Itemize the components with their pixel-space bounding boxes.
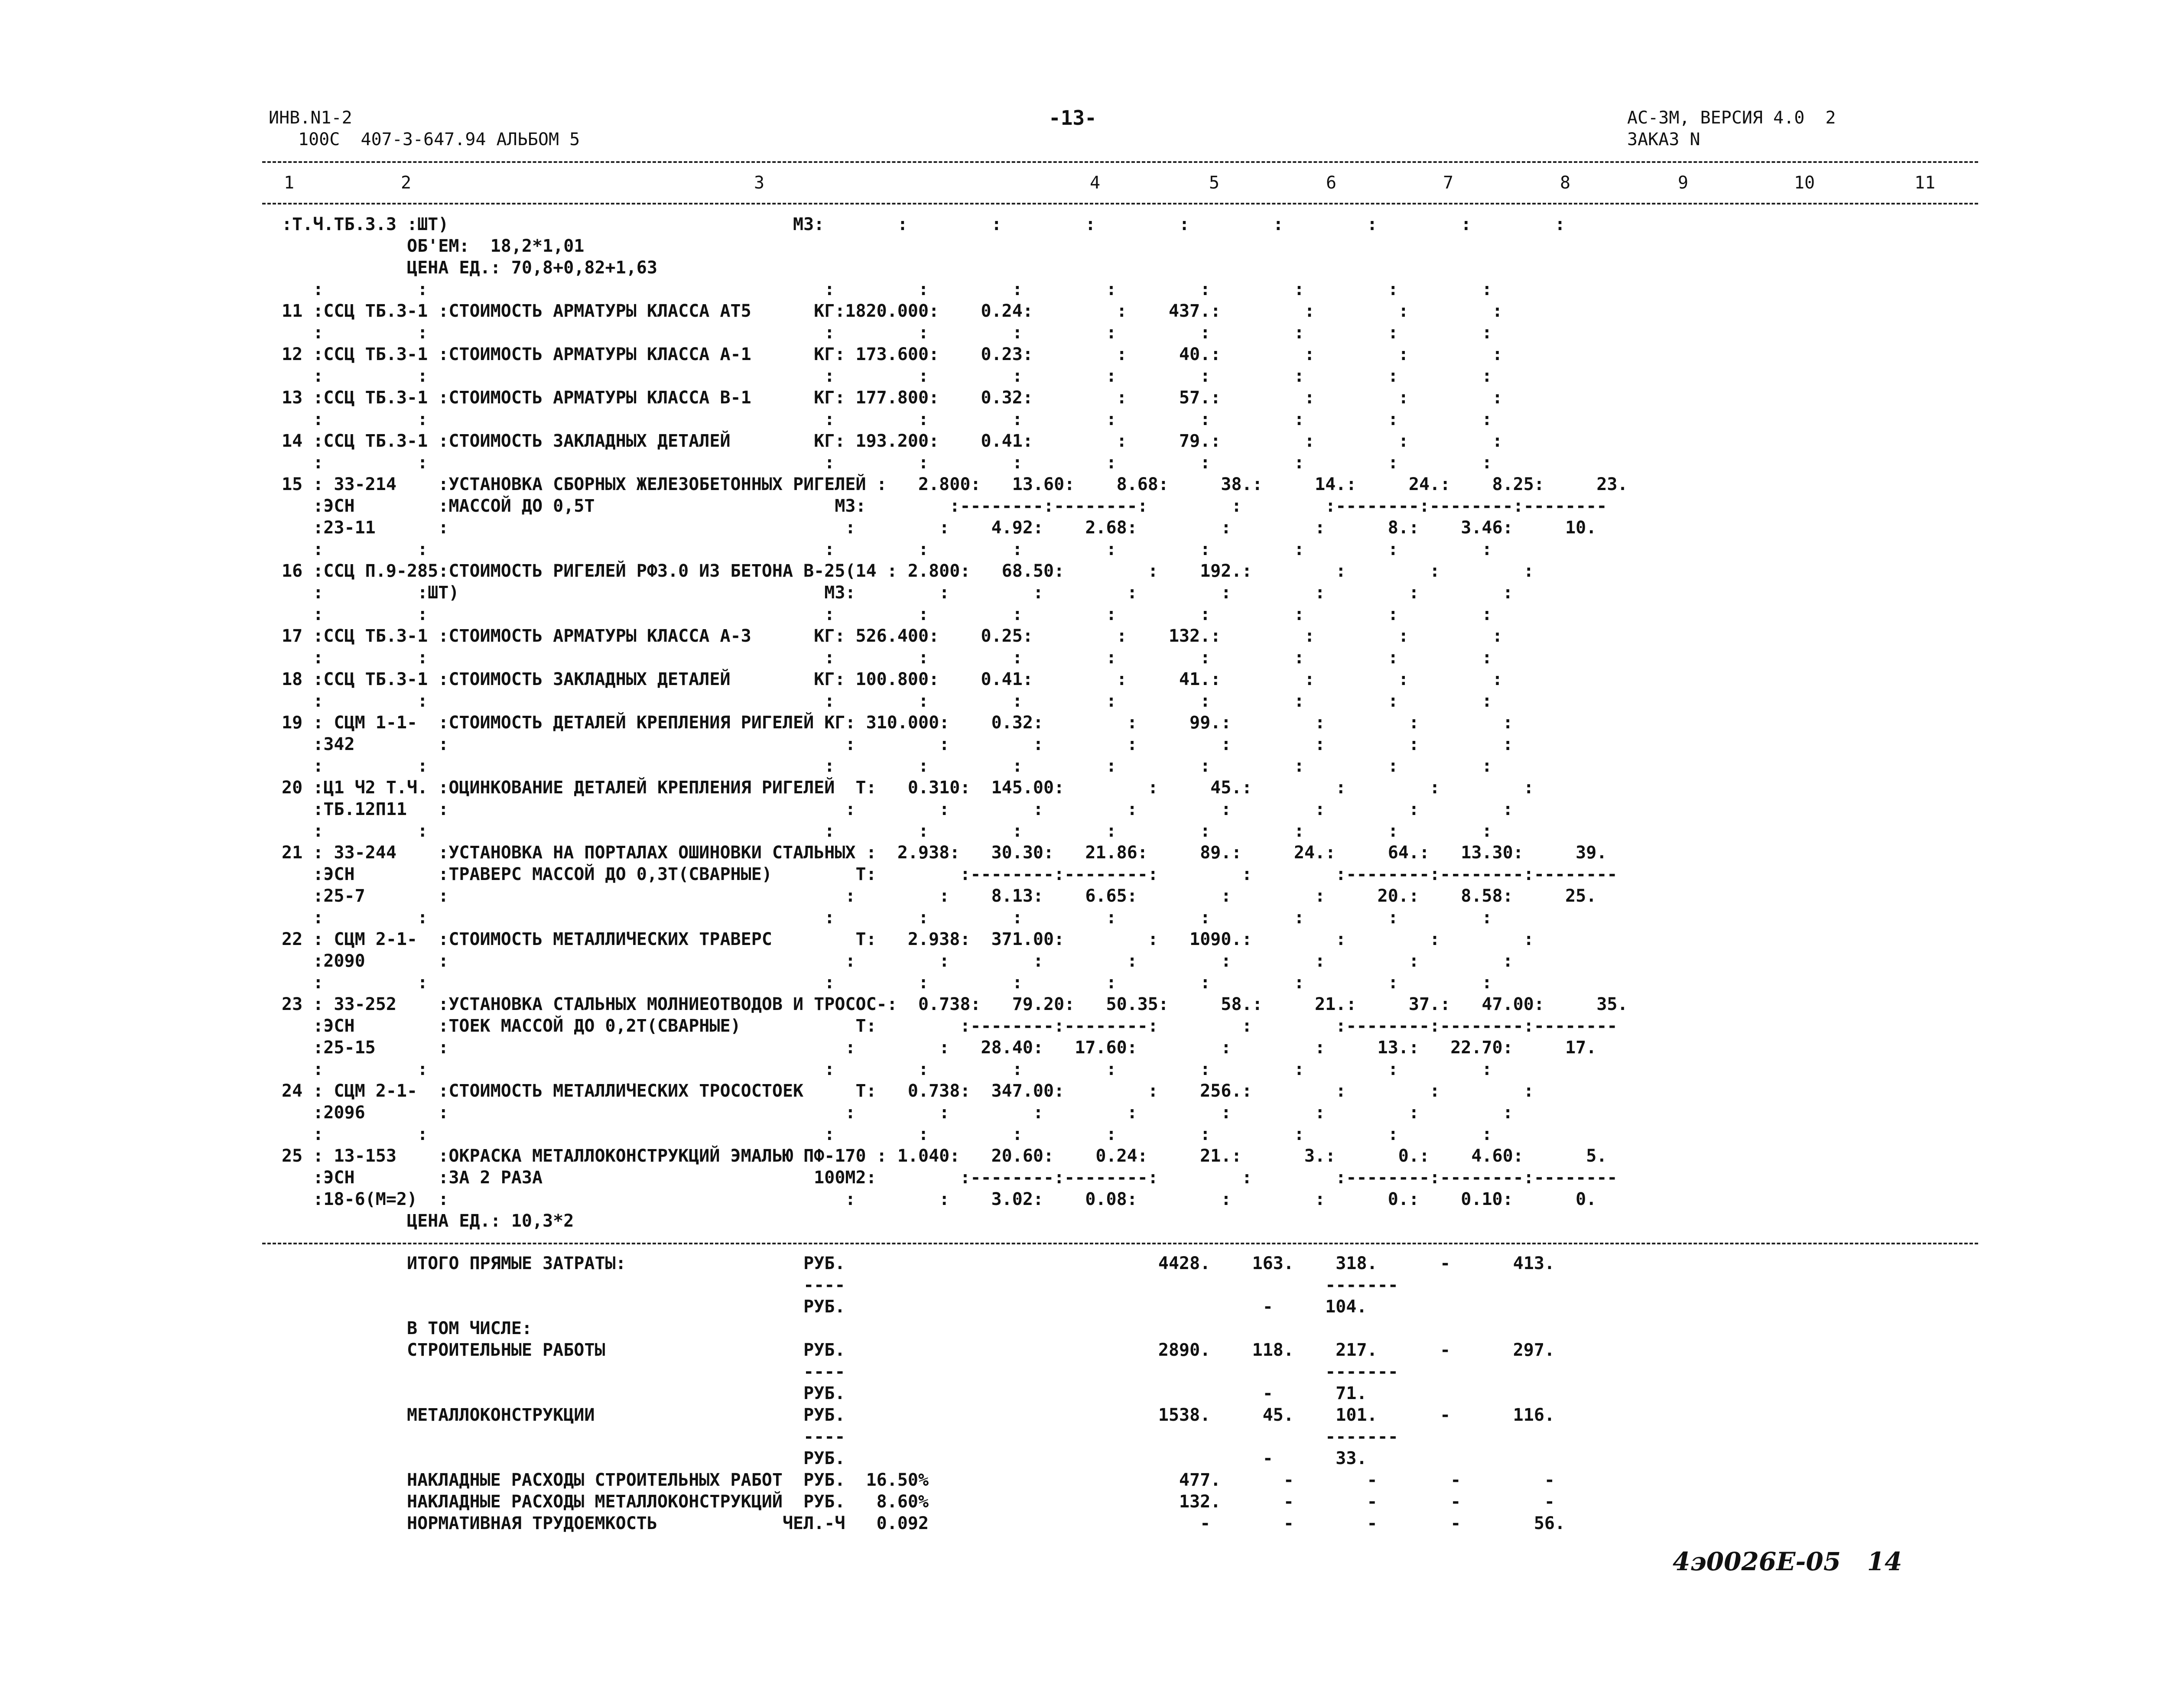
col-header-5: 5 bbox=[1209, 173, 1220, 193]
table-line: : : : : : : : : : : bbox=[282, 1059, 1492, 1079]
table-line: ОБ'ЕМ: 18,2*1,01 bbox=[282, 236, 585, 256]
table-line: : : : : : : : : : : bbox=[282, 1124, 1492, 1144]
table-line: :18-6(М=2) : : : 3.02: 0.08: : : 0.: 0.10: 0. bbox=[282, 1189, 1597, 1209]
table-line: 18 :ССЦ ТБ.3-1 :СТОИМОСТЬ ЗАКЛАДНЫХ ДЕТАЛЕЙ КГ: 100.800: 0.41: : 41.: : : : bbox=[282, 669, 1503, 689]
col-header-8: 8 bbox=[1560, 173, 1571, 193]
col-header-4: 4 bbox=[1090, 173, 1101, 193]
table-line: :25-15 : : : 28.40: 17.60: : : 13.: 22.70: 17. bbox=[282, 1038, 1597, 1058]
page-number: -13- bbox=[1049, 106, 1097, 130]
summary-line: В ТОМ ЧИСЛЕ: bbox=[282, 1318, 532, 1338]
summary-line: РУБ. - 104. bbox=[282, 1297, 1367, 1317]
inventory-number: ИНВ.N1-2 bbox=[269, 108, 352, 128]
table-line: 16 :ССЦ П.9-285:СТОИМОСТЬ РИГЕЛЕЙ РФ3.0 ИЗ БЕТОНА В-25(14 : 2.800: 68.50: : 192.: : : : bbox=[282, 561, 1534, 581]
table-line: 20 :Ц1 Ч2 Т.Ч. :ОЦИНКОВАНИЕ ДЕТАЛЕЙ КРЕПЛЕНИЯ РИГЕЛЕЙ Т: 0.310: 145.00: : 45.: : : : bbox=[282, 778, 1534, 798]
table-line: 17 :ССЦ ТБ.3-1 :СТОИМОСТЬ АРМАТУРЫ КЛАССА А-3 КГ: 526.400: 0.25: : 132.: : : : bbox=[282, 626, 1503, 646]
program-version: АС-3М, ВЕРСИЯ 4.0 2 bbox=[1627, 108, 1836, 128]
summary-line: НОРМАТИВНАЯ ТРУДОЕМКОСТЬ ЧЕЛ.-Ч 0.092 - - - - 56. bbox=[282, 1513, 1566, 1533]
table-line: : : : : : : : : : : bbox=[282, 366, 1492, 386]
series-album: 100С 407-3-647.94 АЛЬБОМ 5 bbox=[298, 130, 580, 149]
table-line: 24 : СЦМ 2-1- :СТОИМОСТЬ МЕТАЛЛИЧЕСКИХ ТРОСОСТОЕК Т: 0.738: 347.00: : 256.: : : : bbox=[282, 1081, 1534, 1101]
table-line: :ТБ.12П11 : : : : : : : : : bbox=[282, 799, 1513, 819]
table-line: : : : : : : : : : : bbox=[282, 821, 1492, 841]
table-line: ЦЕНА ЕД.: 70,8+0,82+1,63 bbox=[282, 258, 657, 278]
col-header-9: 9 bbox=[1678, 173, 1689, 193]
table-line: 13 :ССЦ ТБ.3-1 :СТОИМОСТЬ АРМАТУРЫ КЛАССА В-1 КГ: 177.800: 0.32: : 57.: : : : bbox=[282, 388, 1503, 408]
summary-line: МЕТАЛЛОКОНСТРУКЦИИ РУБ. 1538. 45. 101. - 116. bbox=[282, 1405, 1555, 1425]
table-line: : :ШТ) М3: : : : : : : : bbox=[282, 583, 1513, 603]
table-line: 19 : СЦМ 1-1- :СТОИМОСТЬ ДЕТАЛЕЙ КРЕПЛЕНИЯ РИГЕЛЕЙ КГ: 310.000: 0.32: : 99.: : : : bbox=[282, 713, 1513, 733]
col-header-7: 7 bbox=[1443, 173, 1454, 193]
col-header-1: 1 bbox=[284, 173, 295, 193]
summary-line: НАКЛАДНЫЕ РАСХОДЫ МЕТАЛЛОКОНСТРУКЦИЙ РУБ. 8.60% 132. - - - - bbox=[282, 1492, 1555, 1512]
table-line: : : : : : : : : : : bbox=[282, 691, 1492, 711]
summary-line: РУБ. - 71. bbox=[282, 1383, 1367, 1403]
table-line: 14 :ССЦ ТБ.3-1 :СТОИМОСТЬ ЗАКЛАДНЫХ ДЕТАЛЕЙ КГ: 193.200: 0.41: : 79.: : : : bbox=[282, 431, 1503, 451]
table-line: 15 : 33-214 :УСТАНОВКА СБОРНЫХ ЖЕЛЕЗОБЕТОННЫХ РИГЕЛЕЙ : 2.800: 13.60: 8.68: 38.: 14.: 24.: 8.25: 23. bbox=[282, 474, 1628, 494]
col-header-3: 3 bbox=[754, 173, 765, 193]
summary-line: РУБ. - 33. bbox=[282, 1448, 1367, 1468]
header-bottom-rule bbox=[262, 203, 1978, 205]
summary-line: ---- ------- bbox=[282, 1362, 1398, 1382]
table-line: :2090 : : : : : : : : : bbox=[282, 951, 1513, 971]
summary-separator-rule bbox=[262, 1243, 1978, 1244]
table-line: :25-7 : : : 8.13: 6.65: : : 20.: 8.58: 25. bbox=[282, 886, 1597, 906]
table-line: : : : : : : : : : : bbox=[282, 973, 1492, 993]
col-header-10: 10 bbox=[1794, 173, 1815, 193]
table-line: 21 : 33-244 :УСТАНОВКА НА ПОРТАЛАХ ОШИНОВКИ СТАЛЬНЫХ : 2.938: 30.30: 21.86: 89.: 24.: 64.: 13.30: 39. bbox=[282, 843, 1607, 863]
table-line: :Т.Ч.ТБ.3.3 :ШТ) М3: : : : : : : : : bbox=[282, 214, 1566, 234]
table-line: :ЭСН :ЗА 2 РАЗА 100М2: :--------:--------: : :--------:--------:-------- bbox=[282, 1168, 1618, 1188]
col-header-6: 6 bbox=[1326, 173, 1337, 193]
table-line: :2096 : : : : : : : : : bbox=[282, 1103, 1513, 1123]
table-line: : : : : : : : : : : bbox=[282, 756, 1492, 776]
table-line: : : : : : : : : : : bbox=[282, 409, 1492, 429]
summary-line: ИТОГО ПРЯМЫЕ ЗАТРАТЫ: РУБ. 4428. 163. 318. - 413. bbox=[282, 1253, 1555, 1273]
table-line: : : : : : : : : : : bbox=[282, 648, 1492, 668]
summary-line: ---- ------- bbox=[282, 1427, 1398, 1447]
table-line: :ЭСН :ТОЕК МАССОЙ ДО 0,2Т(СВАРНЫЕ) Т: :--------:--------: : :--------:--------:-------- bbox=[282, 1016, 1618, 1036]
col-header-2: 2 bbox=[401, 173, 412, 193]
table-line: : : : : : : : : : : bbox=[282, 279, 1492, 299]
table-line: : : : : : : : : : : bbox=[282, 539, 1492, 559]
table-line: :ЭСН :ТРАВЕРС МАССОЙ ДО 0,3Т(СВАРНЫЕ) Т: :--------:--------: : :--------:--------:-------- bbox=[282, 864, 1618, 884]
col-header-11: 11 bbox=[1914, 173, 1936, 193]
table-line: 12 :ССЦ ТБ.3-1 :СТОИМОСТЬ АРМАТУРЫ КЛАССА А-1 КГ: 173.600: 0.23: : 40.: : : : bbox=[282, 344, 1503, 364]
table-line: 23 : 33-252 :УСТАНОВКА СТАЛЬНЫХ МОЛНИЕОТВОДОВ И ТРОСОС-: 0.738: 79.20: 50.35: 58.: 21.: 37.: 47.00: 35. bbox=[282, 994, 1628, 1014]
table-line: :ЭСН :МАССОЙ ДО 0,5Т М3: :--------:--------: : :--------:--------:-------- bbox=[282, 496, 1607, 516]
header-top-rule bbox=[262, 161, 1978, 163]
table-line: : : : : : : : : : : bbox=[282, 323, 1492, 343]
table-line: 11 :ССЦ ТБ.3-1 :СТОИМОСТЬ АРМАТУРЫ КЛАССА АТ5 КГ:1820.000: 0.24: : 437.: : : : bbox=[282, 301, 1503, 321]
table-line: ЦЕНА ЕД.: 10,3*2 bbox=[282, 1211, 574, 1231]
summary-line: ---- ------- bbox=[282, 1275, 1398, 1295]
table-line: : : : : : : : : : : bbox=[282, 604, 1492, 624]
summary-line: СТРОИТЕЛЬНЫЕ РАБОТЫ РУБ. 2890. 118. 217. - 297. bbox=[282, 1340, 1555, 1360]
handwritten-archive-mark: 4э0026Е-05 14 bbox=[1673, 1547, 1902, 1576]
table-line: :23-11 : : : 4.92: 2.68: : : 8.: 3.46: 10. bbox=[282, 518, 1597, 538]
table-line: :342 : : : : : : : : : bbox=[282, 734, 1513, 754]
table-line: 25 : 13-153 :ОКРАСКА МЕТАЛЛОКОНСТРУКЦИЙ ЭМАЛЬЮ ПФ-170 : 1.040: 20.60: 0.24: 21.: 3.: 0.: 4.60: 5. bbox=[282, 1146, 1607, 1166]
order-number: ЗАКАЗ N bbox=[1627, 130, 1700, 149]
summary-line: НАКЛАДНЫЕ РАСХОДЫ СТРОИТЕЛЬНЫХ РАБОТ РУБ. 16.50% 477. - - - - bbox=[282, 1470, 1555, 1490]
table-line: 22 : СЦМ 2-1- :СТОИМОСТЬ МЕТАЛЛИЧЕСКИХ ТРАВЕРС Т: 2.938: 371.00: : 1090.: : : : bbox=[282, 929, 1534, 949]
table-line: : : : : : : : : : : bbox=[282, 908, 1492, 928]
table-line: : : : : : : : : : : bbox=[282, 453, 1492, 473]
